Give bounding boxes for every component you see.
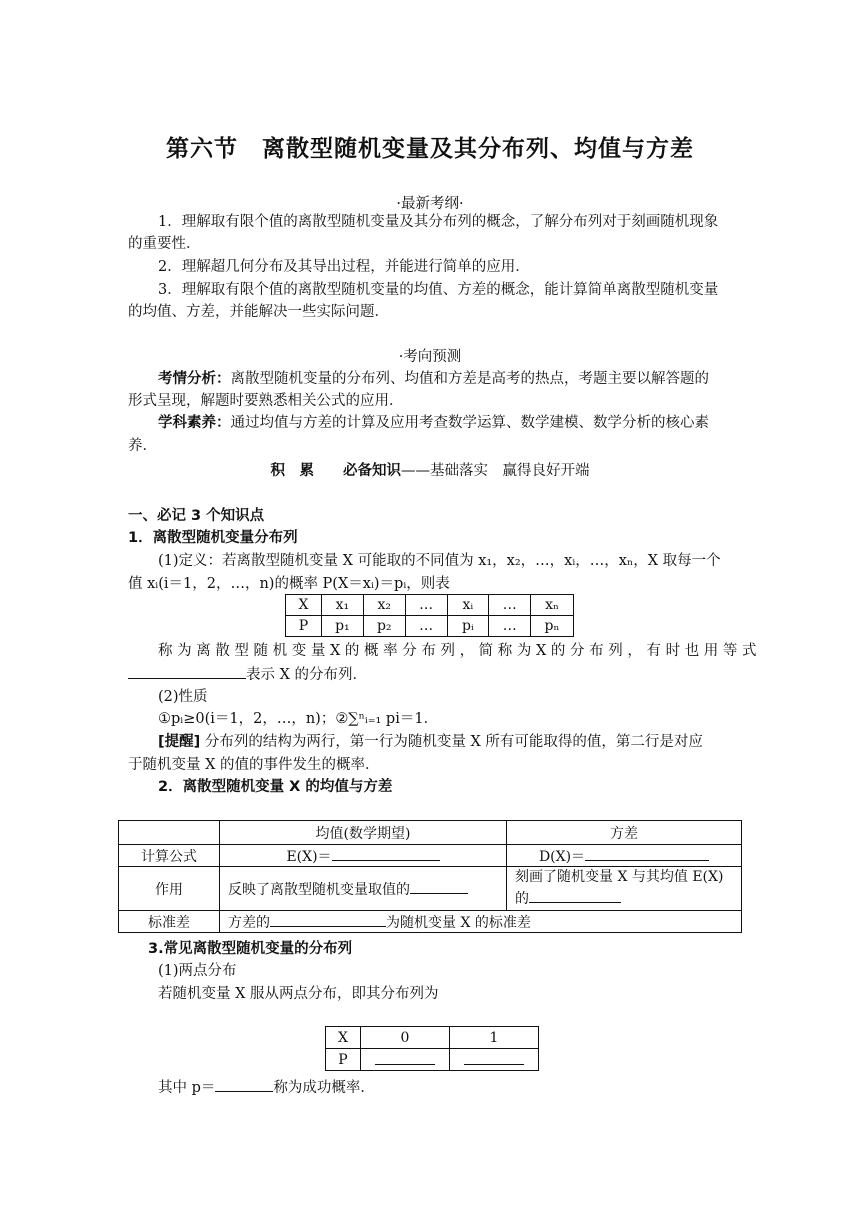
table-cell: x₂ xyxy=(363,595,405,616)
table-cell: … xyxy=(489,616,531,637)
mean-variance-table xyxy=(118,820,742,933)
literacy-label: 学科素养： xyxy=(158,415,231,431)
table-cell: 计算公式 xyxy=(119,845,220,867)
variance-role-text-2: 的 xyxy=(515,891,529,907)
table-cell: X xyxy=(286,595,322,616)
table-cell: 0 xyxy=(361,1027,450,1049)
table-cell xyxy=(220,845,507,867)
analysis-text-1: 离散型随机变量的分布列、均值和方差是高考的热点，考题主要以解答题的 xyxy=(230,371,709,387)
fill-blank xyxy=(128,664,246,679)
success-prob-line xyxy=(158,1077,766,1098)
table-cell: xᵢ xyxy=(447,595,489,616)
definition-line-2: 值 xᵢ(i＝1，2，…，n)的概率 P(X＝xᵢ)＝pᵢ，则表 xyxy=(128,576,450,592)
tip-line-1 xyxy=(158,732,766,752)
section-banner xyxy=(0,459,860,480)
table-cell: 标准差 xyxy=(119,911,220,933)
forecast-heading: ·考向预测 xyxy=(398,349,462,365)
table-cell: pₙ xyxy=(531,616,574,637)
table-cell xyxy=(220,911,742,933)
syllabus-heading: ·最新考纲· xyxy=(396,196,464,212)
property-line: ①pᵢ≥0(i＝1，2，…，n)；②∑ⁿᵢ₌₁ pi＝1． xyxy=(158,711,439,727)
section3-heading: 3.常见离散型随机变量的分布列 xyxy=(148,941,353,957)
syllabus-item-3-cont: 的均值、方差，并能解决一些实际问题． xyxy=(128,304,389,320)
table-cell xyxy=(361,1049,450,1071)
syllabus-item-1-cont: 的重要性． xyxy=(128,236,201,252)
table-cell xyxy=(119,821,220,845)
tip-line-2: 于随机变量 X 的值的事件发生的概率． xyxy=(128,757,380,773)
banner-part2: ——基础落实 赢得良好开端 xyxy=(401,463,590,479)
mean-formula-label: E(X)＝ xyxy=(286,848,332,865)
section1-sub1: 1．离散型随机变量分布列 xyxy=(128,530,298,546)
table-cell: P xyxy=(326,1049,361,1071)
fill-blank xyxy=(529,888,621,903)
property-heading: (2)性质 xyxy=(158,689,208,705)
table-row xyxy=(119,845,742,867)
syllabus-item-1: 1．理解取有限个值的离散型随机变量及其分布列的概念，了解分布列对于刻画随机现象 xyxy=(158,214,719,230)
banner-part1: 积 累 必备知识 xyxy=(270,463,401,479)
literacy-line-1 xyxy=(158,413,766,433)
fill-blank xyxy=(464,1050,524,1065)
table-cell: 作用 xyxy=(119,867,220,911)
table-row xyxy=(286,616,574,637)
literacy-line-2: 养． xyxy=(128,438,157,454)
section3-intro: 若随机变量 X 服从两点分布，即其分布列为 xyxy=(158,986,439,1002)
table-cell: 1 xyxy=(450,1027,539,1049)
table-cell xyxy=(507,845,742,867)
table-cell: … xyxy=(405,616,447,637)
table-row xyxy=(119,821,742,845)
section1-sub2: 2．离散型随机变量 X 的均值与方差 xyxy=(158,779,393,795)
tip-text-1: 分布列的结构为两行，第一行为随机变量 X 所有可能取得的值，第二行是对应 xyxy=(200,734,703,750)
syllabus-item-3: 3．理解取有限个值的离散型随机变量的均值、方差的概念，能计算简单离散型随机变量 xyxy=(158,282,719,298)
table-cell: x₁ xyxy=(321,595,363,616)
fill-blank xyxy=(375,1050,435,1065)
table-cell xyxy=(220,867,507,911)
table-row xyxy=(119,911,742,933)
page-title: 第六节 离散型随机变量及其分布列、均值与方差 xyxy=(166,136,694,162)
analysis-line-1 xyxy=(158,369,766,389)
table-cell: … xyxy=(405,595,447,616)
literacy-text-1: 通过均值与方差的计算及应用考查数学运算、数学建模、数学分析的核心素 xyxy=(230,415,709,431)
after-table-text: 表示 X 的分布列． xyxy=(246,667,368,683)
analysis-line-2: 形式呈现，解题时要熟悉相关公式的应用． xyxy=(128,393,404,409)
success-prob-text-a: 其中 p＝ xyxy=(158,1080,216,1096)
table-cell xyxy=(450,1049,539,1071)
section3-sub: (1)两点分布 xyxy=(158,963,237,979)
table-cell: xₙ xyxy=(531,595,574,616)
table-cell: … xyxy=(489,595,531,616)
fill-blank xyxy=(410,879,468,894)
section1-heading: 一、必记 3 个知识点 xyxy=(128,508,265,524)
after-table-line-2 xyxy=(128,664,736,685)
variance-role-text-1: 刻画了随机变量 X 与其均值 E(X) xyxy=(515,869,724,885)
table-row xyxy=(119,867,742,911)
variance-formula-label: D(X)＝ xyxy=(538,848,586,865)
table-cell: pᵢ xyxy=(447,616,489,637)
table-cell xyxy=(507,867,742,911)
table-row xyxy=(326,1049,539,1071)
distribution-table xyxy=(285,594,574,637)
definition-line-1: (1)定义：若离散型随机变量 X 可能取的不同值为 x₁，x₂，…，xᵢ，…，xₙ，X 取每一个 xyxy=(158,553,721,569)
tip-label: [提醒] xyxy=(158,734,201,750)
table-cell: X xyxy=(326,1027,361,1049)
two-point-table xyxy=(325,1026,539,1071)
fill-blank xyxy=(585,846,709,861)
fill-blank xyxy=(215,1077,273,1092)
fill-blank xyxy=(332,846,440,861)
table-cell: P xyxy=(286,616,322,637)
variance-role-line-2 xyxy=(515,888,741,910)
table-cell: p₂ xyxy=(363,616,405,637)
syllabus-item-2: 2．理解超几何分布及其导出过程，并能进行简单的应用． xyxy=(158,259,530,275)
table-cell: 均值(数学期望) xyxy=(220,821,507,845)
table-cell: 方差 xyxy=(507,821,742,845)
std-text-b: 为随机变量 X 的标准差 xyxy=(386,914,531,931)
success-prob-text-b: 称为成功概率． xyxy=(273,1080,375,1096)
table-row xyxy=(326,1027,539,1049)
mean-role-text: 反映了离散型随机变量取值的 xyxy=(228,881,410,898)
std-text-a: 方差的 xyxy=(228,914,270,931)
after-table-line-1: 称 为 离 散 型 随 机 变 量 X 的 概 率 分 布 列 ， 简 称 为 X 的 分 布 列 ， 有 时 也 用 等 式 xyxy=(158,643,757,659)
table-row xyxy=(286,595,574,616)
table-cell: p₁ xyxy=(321,616,363,637)
analysis-label: 考情分析： xyxy=(158,371,231,387)
fill-blank xyxy=(270,912,386,927)
